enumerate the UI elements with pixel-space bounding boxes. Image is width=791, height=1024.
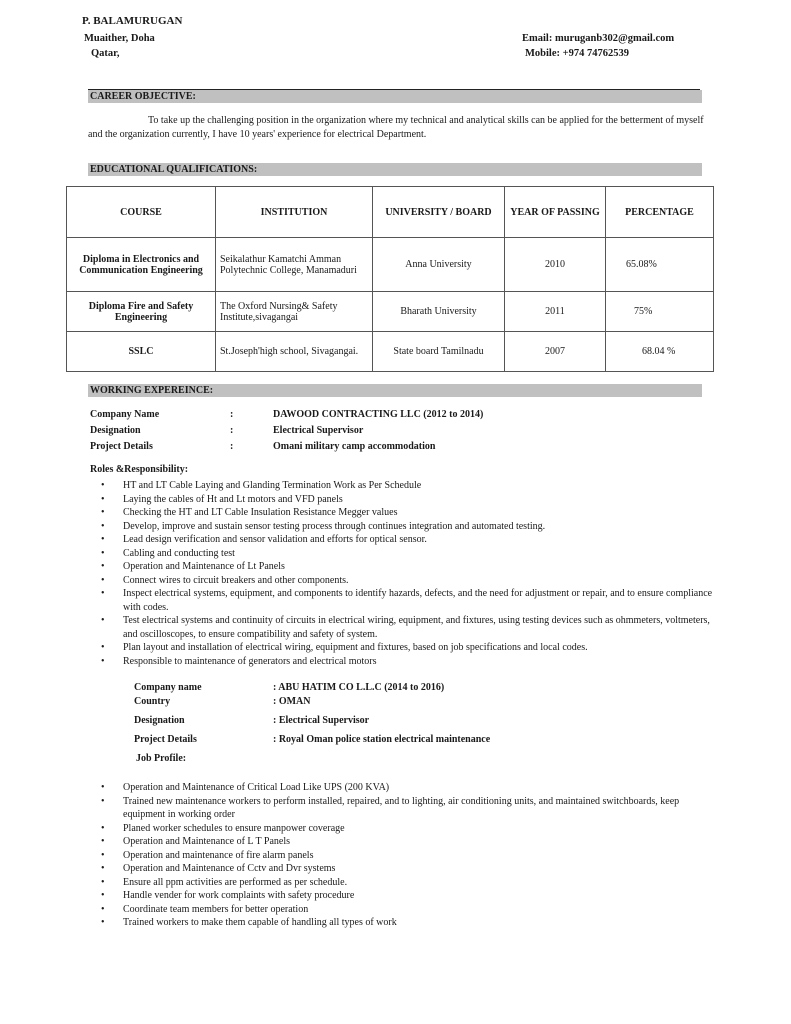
list-item xyxy=(98,903,718,917)
list-item xyxy=(98,547,718,561)
list-item xyxy=(98,520,718,534)
bullet-icon: • xyxy=(101,917,105,928)
list-item-text: Handle vender for work complaints with safety procedure xyxy=(123,890,355,901)
list-item-text: HT and LT Cable Laying and Glanding Termination Work as Per Schedule xyxy=(123,480,422,491)
section-heading-career-objective: CAREER OBJECTIVE: xyxy=(88,90,702,103)
list-item-text: Operation and Maintenance of Cctv and Dvr systems xyxy=(123,863,336,874)
list-item-text: Develop, improve and sustain sensor testing process through continues integration and automated testing. xyxy=(123,520,546,532)
job2-company-label: Company name xyxy=(134,682,202,693)
cell-course: SSLC xyxy=(67,332,216,372)
job1-designation-label: Designation xyxy=(90,425,141,436)
list-item xyxy=(98,641,718,655)
list-item-text: Operation and Maintenance of Lt Panels xyxy=(123,561,285,572)
bullet-icon: • xyxy=(101,574,105,586)
bullet-icon: • xyxy=(101,655,105,667)
education-table xyxy=(66,186,714,372)
bullet-icon: • xyxy=(101,876,105,888)
job1-sep: : xyxy=(230,441,234,452)
list-item xyxy=(98,493,718,507)
mobile: Mobile: +974 74762539 xyxy=(525,48,629,59)
bullet-icon: • xyxy=(101,480,105,491)
bullet-icon: • xyxy=(101,822,105,834)
job2-company-value: : ABU HATIM CO L.L.C (2014 to 2016) xyxy=(273,682,445,693)
job2-country-label: Country xyxy=(134,696,171,707)
job2-country-value: : OMAN xyxy=(273,696,311,707)
list-item-text: Ensure all ppm activities are performed as per schedule. xyxy=(123,876,348,888)
list-item xyxy=(98,822,718,836)
list-item-text: Operation and Maintenance of L T Panels xyxy=(123,836,290,847)
section-heading-experience: WORKING EXPEREINCE: xyxy=(88,384,702,397)
job1-designation-value: Electrical Supervisor xyxy=(273,425,364,436)
list-item-text: Trained workers to make them capable of handling all types of work xyxy=(123,917,397,928)
cell-year: 2011 xyxy=(505,292,606,332)
bullet-icon: • xyxy=(101,903,105,915)
table-row xyxy=(67,238,714,292)
list-item-text: Responsible to maintenance of generators and electrical motors xyxy=(123,655,377,667)
bullet-icon: • xyxy=(101,507,105,518)
list-item xyxy=(98,835,718,849)
cell-university: State board Tamilnadu xyxy=(373,332,505,372)
list-item-text: Operation and Maintenance of Critical Load Like UPS (200 KVA) xyxy=(123,782,390,793)
cell-institution: Seikalathur Kamatchi Amman Polytechnic College, Manamaduri xyxy=(216,238,373,292)
list-item-text: Checking the HT and LT Cable Insulation Resistance Megger values xyxy=(123,507,398,518)
bullet-icon: • xyxy=(101,493,105,505)
list-item xyxy=(98,795,718,822)
job2-designation-label: Designation xyxy=(134,715,185,726)
bullet-icon: • xyxy=(101,588,105,599)
column-header-year: YEAR OF PASSING xyxy=(505,187,606,238)
bullet-icon: • xyxy=(101,561,105,572)
list-item xyxy=(98,781,718,795)
list-item xyxy=(98,574,718,588)
bullet-icon: • xyxy=(101,836,105,847)
list-item xyxy=(98,506,718,520)
list-item xyxy=(98,876,718,890)
job1-company-value: DAWOOD CONTRACTING LLC (2012 to 2014) xyxy=(273,409,484,420)
bullet-icon: • xyxy=(101,520,105,532)
career-objective-text xyxy=(88,114,708,142)
cell-percentage: 68.04 % xyxy=(606,332,714,372)
bullet-icon: • xyxy=(101,642,105,653)
job2-project-value: : Royal Oman police station electrical maintenance xyxy=(273,734,491,745)
job2-profile-heading: Job Profile: xyxy=(136,753,187,764)
column-header-university: UNIVERSITY / BOARD xyxy=(373,187,505,238)
job1-sep: : xyxy=(230,425,234,436)
bullet-icon: • xyxy=(101,615,105,626)
bullet-icon: • xyxy=(101,890,105,901)
list-item xyxy=(98,533,718,547)
list-item-text: Plan layout and installation of electrical wiring, equipment and fixtures, based on job specifications and local codes. xyxy=(123,642,588,653)
list-item xyxy=(98,655,718,669)
cell-percentage: 75% xyxy=(606,292,714,332)
objective-paragraph: To take up the challenging position in the organization where my technical and analytical skills can be applied for the betterment of myself and the organization currently, I have 10 years' experience for electrical Department. xyxy=(88,115,704,140)
bullet-icon: • xyxy=(101,534,105,545)
column-header-percentage: PERCENTAGE xyxy=(606,187,714,238)
list-item-text: Laying the cables of Ht and Lt motors and VFD panels xyxy=(123,493,343,505)
job1-project-value: Omani military camp accommodation xyxy=(273,441,436,452)
cell-year: 2007 xyxy=(505,332,606,372)
job2-designation-value: : Electrical Supervisor xyxy=(273,715,370,726)
address-line-1: Muaither, Doha xyxy=(84,33,155,44)
cell-university: Bharath University xyxy=(373,292,505,332)
job1-company-label: Company Name xyxy=(90,409,160,420)
bullet-icon: • xyxy=(101,782,105,793)
address-line-2: Qatar, xyxy=(91,48,120,59)
list-item xyxy=(98,889,718,903)
table-row xyxy=(67,332,714,372)
cell-institution: The Oxford Nursing& Safety Institute,sivagangai xyxy=(216,292,373,332)
job1-roles-heading: Roles &Responsibility: xyxy=(90,464,189,475)
list-item-text: Planed worker schedules to ensure manpower coverage xyxy=(123,822,345,834)
cell-course: Diploma Fire and Safety Engineering xyxy=(67,292,216,332)
list-item xyxy=(98,916,718,930)
job1-sep: : xyxy=(230,409,234,420)
job1-responsibilities-list xyxy=(98,479,718,668)
email: Email: muruganb302@gmail.com xyxy=(522,33,675,44)
job2-project-label: Project Details xyxy=(134,734,197,745)
cell-institution: St.Joseph'high school, Sivagangai. xyxy=(216,332,373,372)
bullet-icon: • xyxy=(101,849,105,861)
list-item-text: Connect wires to circuit breakers and other components. xyxy=(123,574,349,586)
list-item-text: Test electrical systems and continuity of circuits in electrical wiring, equipment, and fixtures, using testing devices such as ohmmeters, voltmeters, and oscilloscopes, to ensure compatibility and safety of system. xyxy=(123,615,710,640)
job2-responsibilities-list xyxy=(98,781,718,930)
list-item-text: Inspect electrical systems, equipment, and components to identify hazards, defects, and the need for adjustment or repair, and to ensure compliance with codes. xyxy=(123,588,713,613)
bullet-icon: • xyxy=(101,547,105,559)
list-item xyxy=(98,614,718,641)
list-item-text: Lead design verification and sensor validation and efforts for optical sensor. xyxy=(123,534,427,545)
cell-university: Anna University xyxy=(373,238,505,292)
column-header-institution: INSTITUTION xyxy=(216,187,373,238)
column-header-course: COURSE xyxy=(67,187,216,238)
cell-percentage: 65.08% xyxy=(606,238,714,292)
list-item xyxy=(98,849,718,863)
candidate-name: P. BALAMURUGAN xyxy=(82,15,183,27)
list-item xyxy=(98,560,718,574)
table-header-row xyxy=(67,187,714,238)
cell-course: Diploma in Electronics and Communication Engineering xyxy=(67,238,216,292)
table-row xyxy=(67,292,714,332)
list-item-text: Trained new maintenance workers to perform installed, repaired, and to lighting, air conditioning units, and maintained switchboards, keep equipment in working order xyxy=(123,795,680,820)
list-item-text: Cabling and conducting test xyxy=(123,547,235,559)
bullet-icon: • xyxy=(101,795,105,807)
list-item xyxy=(98,862,718,876)
cell-year: 2010 xyxy=(505,238,606,292)
list-item-text: Coordinate team members for better operation xyxy=(123,903,309,915)
list-item-text: Operation and maintenance of fire alarm panels xyxy=(123,849,314,861)
section-heading-education: EDUCATIONAL QUALIFICATIONS: xyxy=(88,163,702,176)
list-item xyxy=(98,479,718,493)
bullet-icon: • xyxy=(101,863,105,874)
list-item xyxy=(98,587,718,614)
job1-project-label: Project Details xyxy=(90,441,153,452)
